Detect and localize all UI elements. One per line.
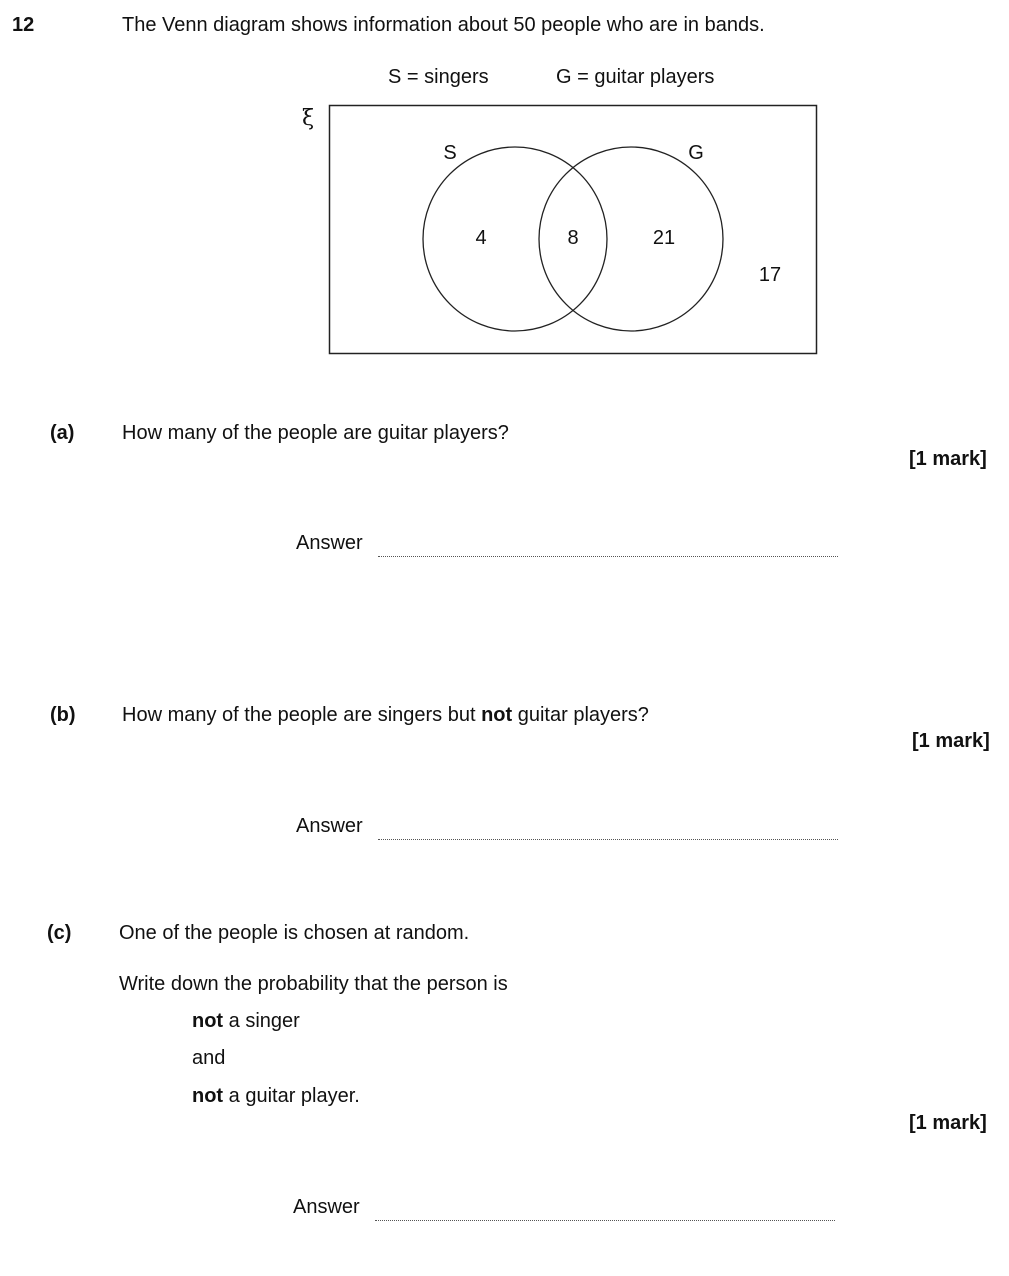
part-c-cond2-rest: a guitar player.	[223, 1085, 360, 1107]
part-b-mark: [1 mark]	[912, 730, 990, 752]
question-stem: The Venn diagram shows information about 50 people who are in bands.	[122, 14, 765, 36]
part-c-line1: One of the people is chosen at random.	[119, 922, 470, 944]
region-neither: 17	[758, 264, 782, 286]
set-s-label: S	[443, 142, 457, 164]
part-b-question	[122, 704, 649, 727]
part-c-and: and	[192, 1047, 226, 1069]
set-s-circle	[423, 147, 607, 331]
part-a-question: How many of the people are guitar players?	[122, 422, 509, 444]
part-a-answer-line[interactable]	[378, 556, 838, 557]
region-both: 8	[567, 227, 579, 249]
region-only-singers: 4	[475, 227, 487, 249]
part-a-label: (a)	[50, 422, 75, 444]
part-c-answer-label: Answer	[293, 1196, 360, 1218]
legend-singers: S = singers	[388, 66, 489, 88]
universal-set-symbol: ξ	[302, 106, 315, 131]
part-b-answer-label: Answer	[296, 815, 363, 837]
part-a-answer-label: Answer	[296, 532, 363, 554]
part-b-label: (b)	[50, 704, 76, 726]
part-b-question-after: guitar players?	[512, 704, 649, 726]
venn-diagram	[290, 96, 830, 366]
legend-guitar-players: G = guitar players	[556, 66, 715, 88]
part-c-condition-1	[192, 1010, 300, 1033]
part-c-label: (c)	[47, 922, 72, 944]
part-b-question-bold: not	[481, 704, 513, 726]
set-g-label: G	[688, 142, 704, 164]
part-c-cond1-bold: not	[192, 1010, 224, 1032]
part-a-mark: [1 mark]	[909, 448, 987, 470]
part-c-cond1-rest: a singer	[223, 1010, 300, 1032]
part-c-line2: Write down the probability that the person is	[119, 973, 508, 995]
part-b-answer-line[interactable]	[378, 839, 838, 840]
region-only-guitar: 21	[652, 227, 676, 249]
part-b-question-before: How many of the people are singers but	[122, 704, 482, 726]
part-c-mark: [1 mark]	[909, 1112, 987, 1134]
part-c-answer-line[interactable]	[375, 1220, 835, 1221]
part-c-condition-2	[192, 1085, 360, 1108]
question-number: 12	[12, 14, 35, 36]
part-c-cond2-bold: not	[192, 1085, 224, 1107]
